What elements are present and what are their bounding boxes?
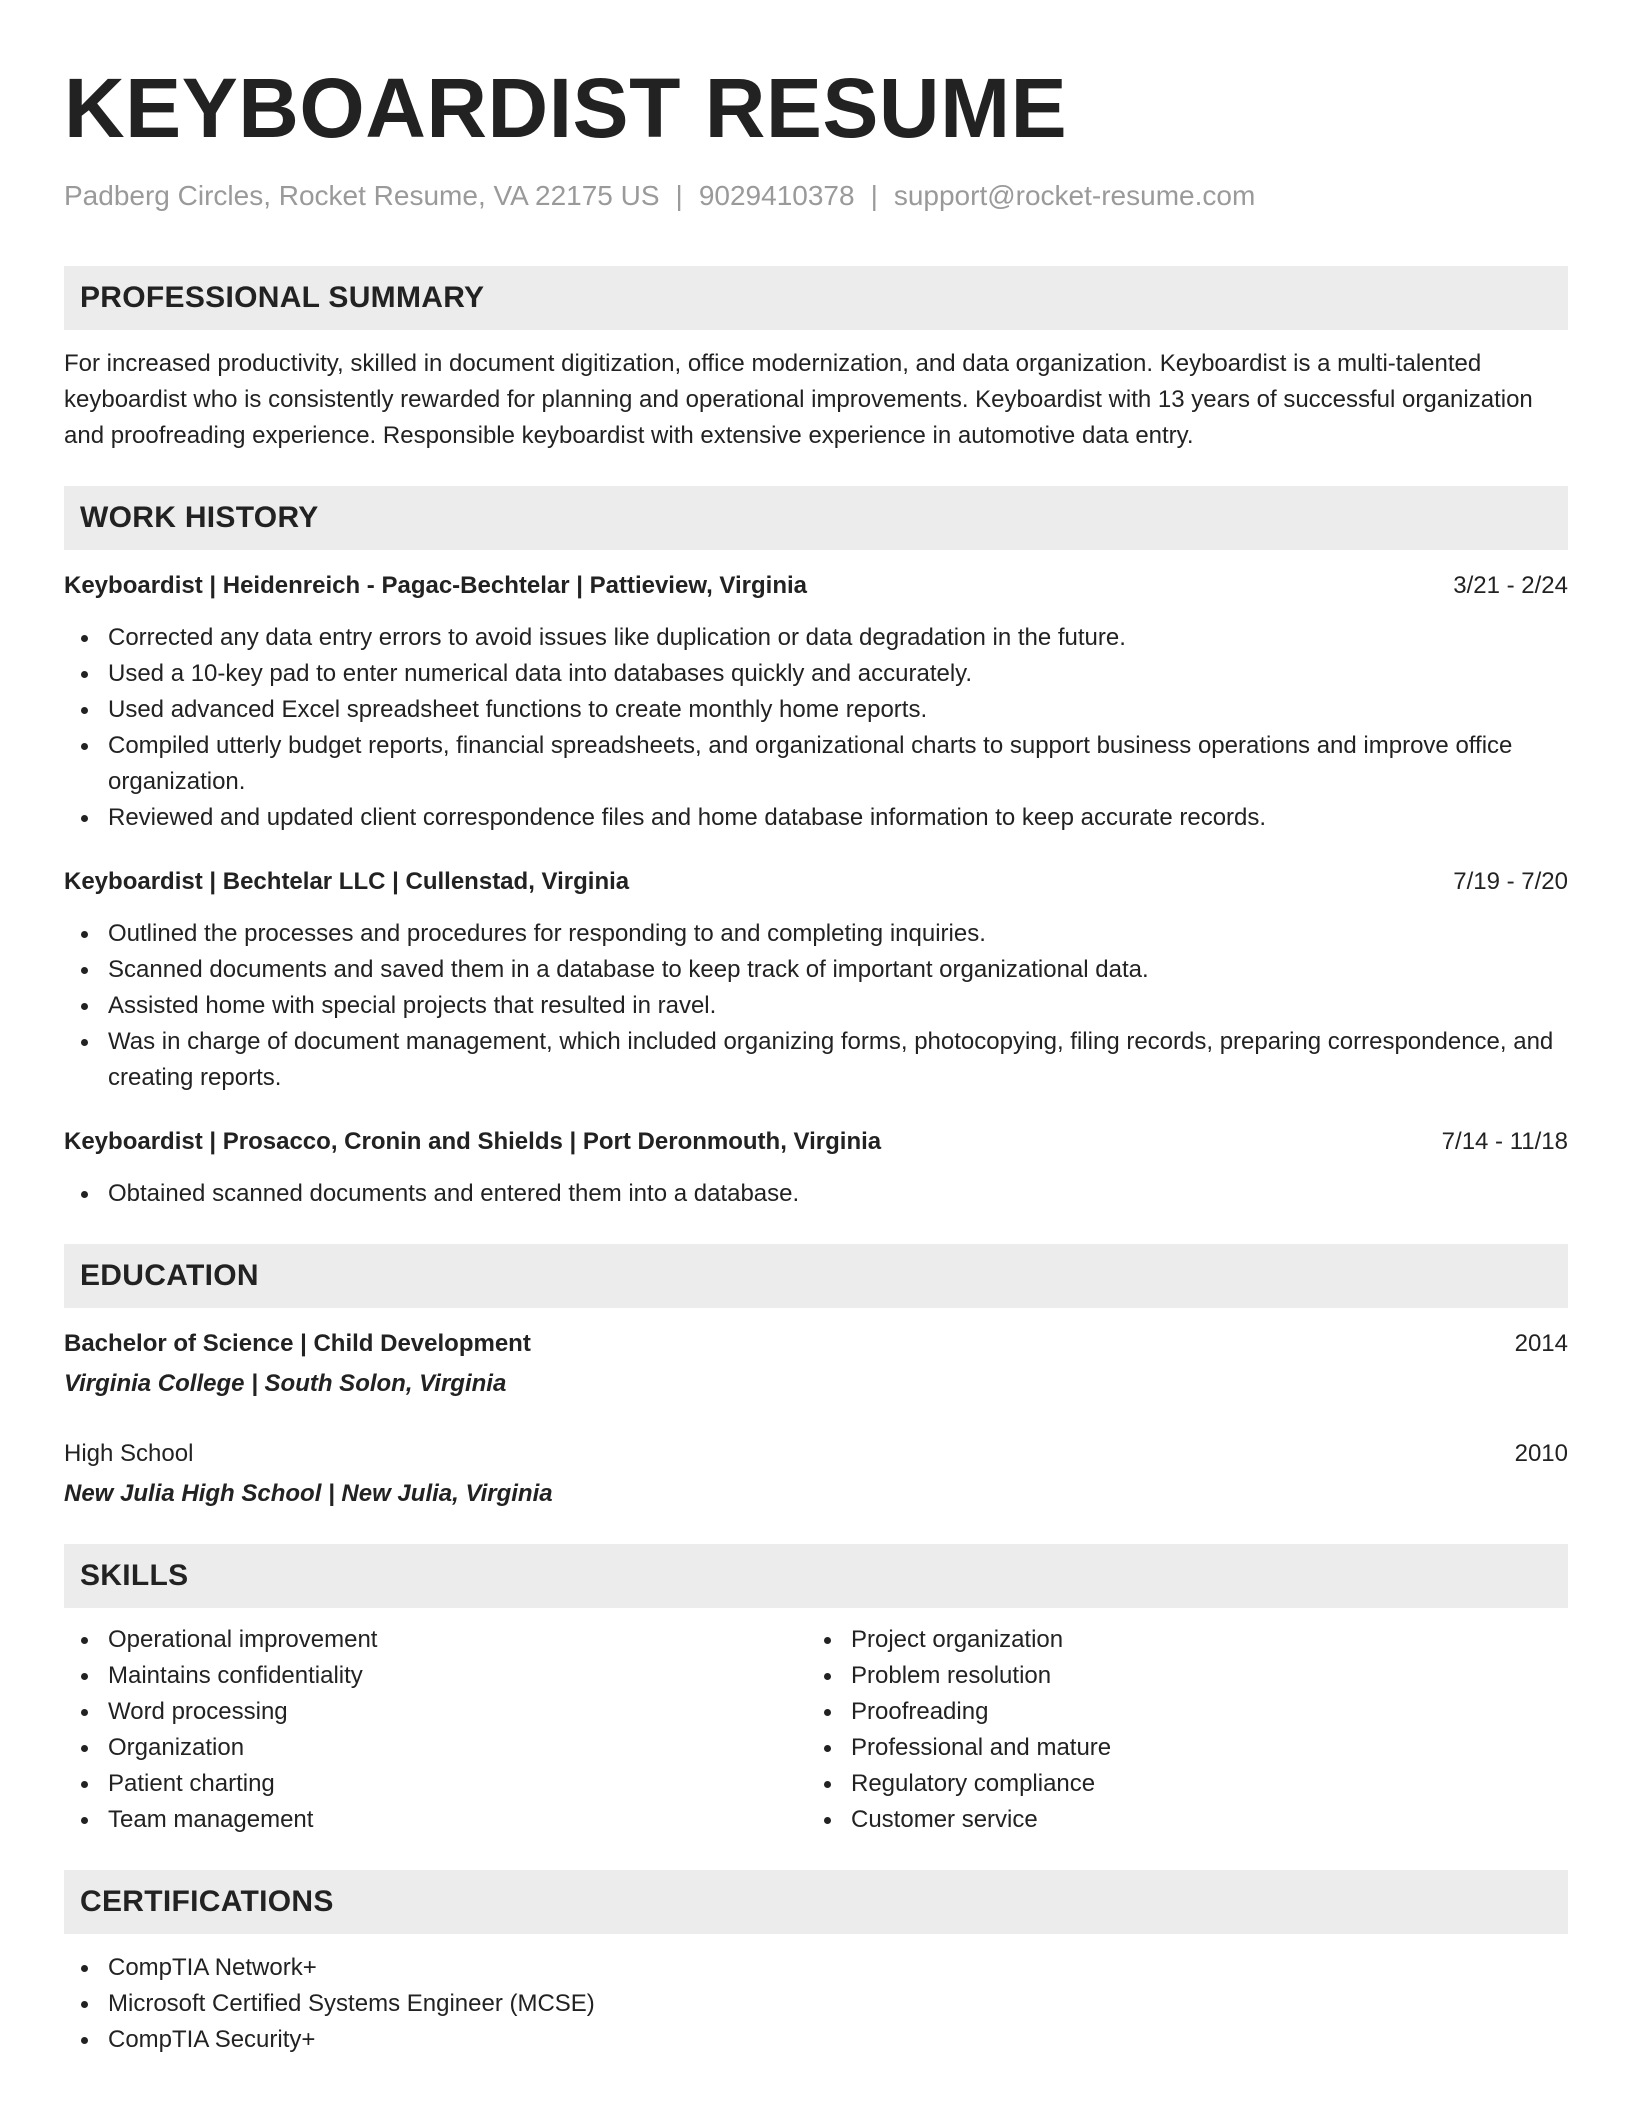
job-bullets bbox=[64, 1176, 1568, 1212]
certifications-section bbox=[64, 1870, 1568, 2058]
list-item: Operational improvement bbox=[64, 1622, 816, 1658]
job-dates: 3/21 - 2/24 bbox=[1453, 572, 1568, 599]
list-item: Assisted home with special projects that resulted in ravel. bbox=[64, 988, 1568, 1024]
summary-text: For increased productivity, skilled in document digitization, office modernization, and data organization. Keyboardist is a multi-talented keyboardist who is consistently rewarded for planning and operational improvements. Keyboardist with 13 years of successful organization and proofreading experience. Responsible keyboardist with extensive experience in automotive data entry. bbox=[64, 350, 1533, 449]
education-entry bbox=[64, 1326, 1568, 1402]
education-school: Virginia College | South Solon, Virginia bbox=[64, 1370, 507, 1397]
list-item: Patient charting bbox=[64, 1766, 816, 1802]
section-heading-education: EDUCATION bbox=[64, 1244, 1568, 1308]
list-item: Team management bbox=[64, 1802, 816, 1838]
contact-email: support@rocket-resume.com bbox=[893, 180, 1256, 211]
list-item: Was in charge of document management, which included organizing forms, photocopying, filing records, preparing correspondence, and creating reports. bbox=[64, 1024, 1568, 1096]
job-entry bbox=[64, 568, 1568, 836]
contact-address: Padberg Circles, Rocket Resume, VA 22175 US bbox=[64, 180, 660, 211]
list-item: Regulatory compliance bbox=[807, 1766, 1559, 1802]
list-item: Used advanced Excel spreadsheet functions to create monthly home reports. bbox=[64, 692, 1568, 728]
section-heading-summary: PROFESSIONAL SUMMARY bbox=[64, 266, 1568, 330]
job-dates: 7/14 - 11/18 bbox=[1441, 1128, 1568, 1155]
education-school: New Julia High School | New Julia, Virginia bbox=[64, 1480, 553, 1507]
work-history-section bbox=[64, 486, 1568, 1212]
list-item: Compiled utterly budget reports, financial spreadsheets, and organizational charts to support business operations and improve office organization. bbox=[64, 728, 1568, 800]
list-item: Professional and mature bbox=[807, 1730, 1559, 1766]
list-item: Reviewed and updated client correspondence files and home database information to keep accurate records. bbox=[64, 800, 1568, 836]
education-section bbox=[64, 1244, 1568, 1512]
education-degree: Bachelor of Science | Child Development bbox=[64, 1330, 531, 1357]
resume-title: KEYBOARDIST RESUME bbox=[64, 61, 1068, 155]
list-item: Word processing bbox=[64, 1694, 816, 1730]
job-dates: 7/19 - 7/20 bbox=[1453, 868, 1568, 895]
section-heading-certifications: CERTIFICATIONS bbox=[64, 1870, 1568, 1934]
section-heading-work: WORK HISTORY bbox=[64, 486, 1568, 550]
skills-section bbox=[64, 1544, 1568, 1838]
job-entry bbox=[64, 1124, 1568, 1212]
contact-separator: | bbox=[675, 180, 683, 211]
contact-line bbox=[64, 178, 1568, 214]
list-item: Outlined the processes and procedures for responding to and completing inquiries. bbox=[64, 916, 1568, 952]
list-item: Used a 10-key pad to enter numerical data into databases quickly and accurately. bbox=[64, 656, 1568, 692]
list-item: CompTIA Security+ bbox=[64, 2022, 1568, 2058]
list-item: Proofreading bbox=[807, 1694, 1559, 1730]
education-year: 2010 bbox=[1514, 1440, 1568, 1467]
job-title: Keyboardist | Heidenreich - Pagac-Bechtelar | Pattieview, Virginia bbox=[64, 572, 808, 599]
education-entry bbox=[64, 1436, 1568, 1512]
list-item: Microsoft Certified Systems Engineer (MCSE) bbox=[64, 1986, 1568, 2022]
section-heading-skills: SKILLS bbox=[64, 1544, 1568, 1608]
contact-separator: | bbox=[870, 180, 878, 211]
list-item: Customer service bbox=[807, 1802, 1559, 1838]
list-item: Obtained scanned documents and entered them into a database. bbox=[64, 1176, 1568, 1212]
job-entry bbox=[64, 864, 1568, 1096]
job-bullets bbox=[64, 916, 1568, 1096]
job-title: Keyboardist | Prosacco, Cronin and Shields | Port Deronmouth, Virginia bbox=[64, 1128, 882, 1155]
list-item: CompTIA Network+ bbox=[64, 1950, 1568, 1986]
skills-columns bbox=[64, 1622, 1568, 1838]
list-item: Project organization bbox=[807, 1622, 1559, 1658]
job-bullets bbox=[64, 620, 1568, 836]
skills-list-right bbox=[807, 1622, 1559, 1838]
list-item: Problem resolution bbox=[807, 1658, 1559, 1694]
skills-list-left bbox=[64, 1622, 816, 1838]
contact-phone: 9029410378 bbox=[698, 180, 855, 211]
job-title: Keyboardist | Bechtelar LLC | Cullenstad, Virginia bbox=[64, 868, 630, 895]
list-item: Corrected any data entry errors to avoid issues like duplication or data degradation in the future. bbox=[64, 620, 1568, 656]
education-degree: High School bbox=[64, 1440, 194, 1467]
certifications-list bbox=[64, 1950, 1568, 2058]
education-year: 2014 bbox=[1514, 1330, 1568, 1357]
list-item: Organization bbox=[64, 1730, 816, 1766]
list-item: Scanned documents and saved them in a database to keep track of important organizational data. bbox=[64, 952, 1568, 988]
list-item: Maintains confidentiality bbox=[64, 1658, 816, 1694]
